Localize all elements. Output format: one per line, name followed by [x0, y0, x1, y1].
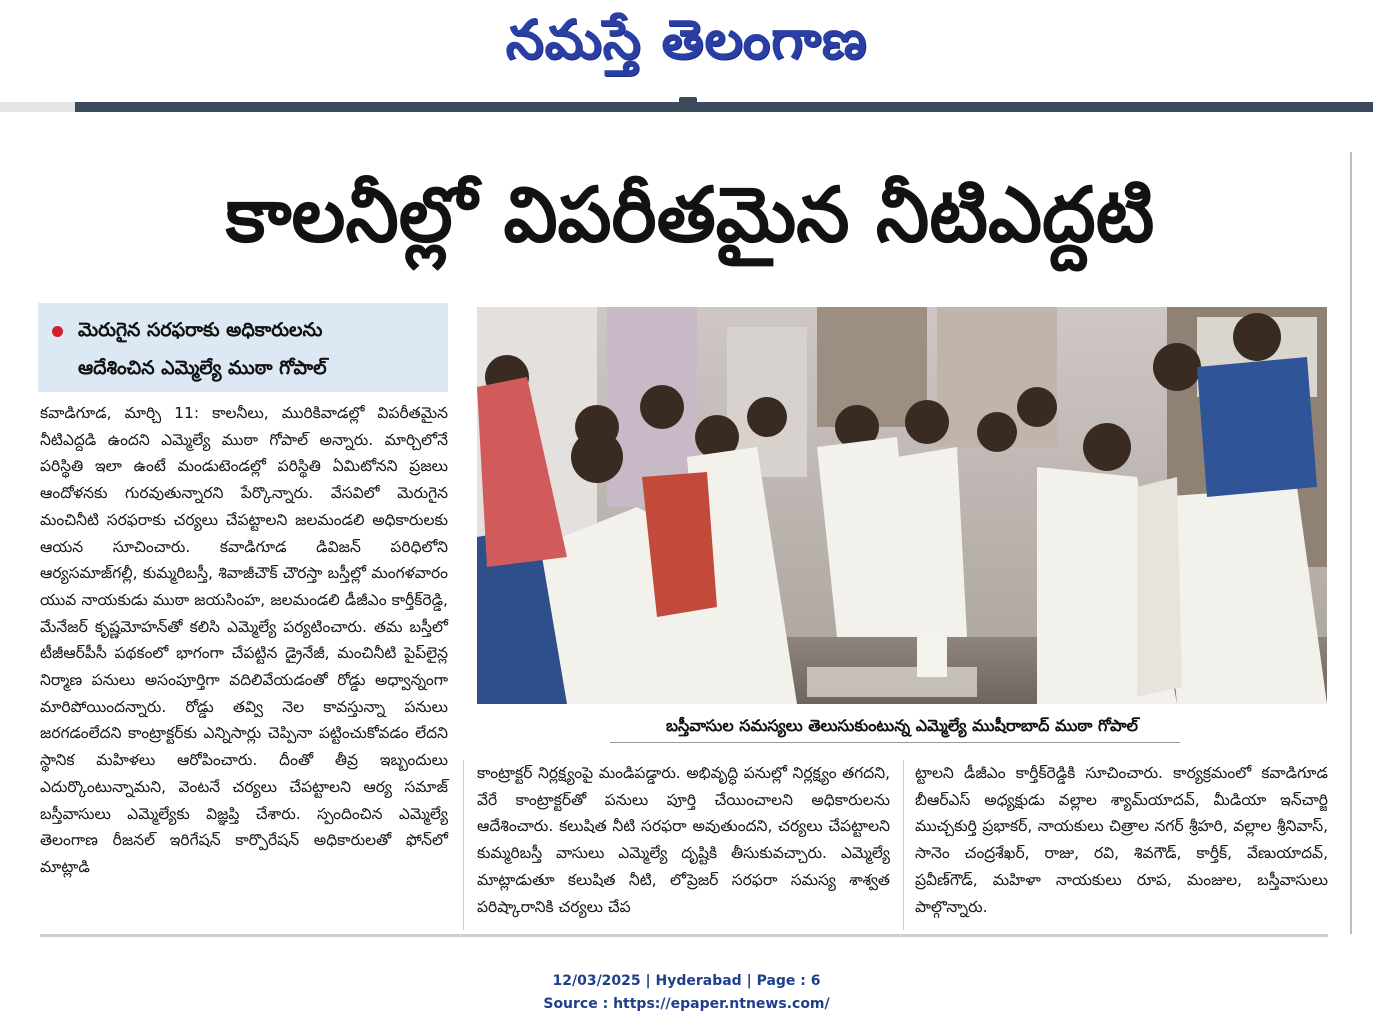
header-rule-dark	[75, 102, 1373, 112]
article-column-3	[915, 760, 1328, 920]
source-link[interactable]: Source : https://epaper.ntnews.com/	[543, 996, 830, 1012]
page-bottom-rule	[40, 934, 1328, 937]
masthead	[0, 0, 1373, 80]
article-text-2: కాంట్రాక్టర్ నిర్లక్ష్యంపై మండిపడ్డారు. అభివృద్ధి పనుల్లో నిర్లక్ష్యం తగదని, వేరే కాంట్రాక్టర్‌తో పనులు పూర్తి చేయించాలని అధికారులను ఆదేశించారు. కలుషిత నీటి సరఫరా అవుతుందని, చర్యలు చేపట్టాలని కుమ్మరిబస్తీ వాసులు ఎమ్మెల్యే దృష్టికి తీసుకువచ్చారు. ఎమ్మెల్యే మాట్లాడుతూ కలుషిత నీటి, లోప్రెజర్ సరఫరా సమస్య శాశ్వత పరిష్కారానికి చర్యలు చేప	[477, 764, 890, 916]
article-column-1	[40, 400, 448, 881]
header-rule-notch	[679, 97, 697, 104]
edition-info: 12/03/2025 | Hyderabad | Page : 6	[552, 973, 821, 989]
caption-underline	[610, 742, 1180, 743]
photo-caption: బస్తీవాసుల సమస్యలు తెలుసుకుంటున్న ఎమ్మెల్యే ముషీరాబాద్ ముఠా గోపాల్	[666, 716, 1138, 735]
subheading-line-1: మెరుగైన సరఫరాకు అధికారులను	[78, 319, 323, 341]
page-edge-rule	[1350, 152, 1352, 934]
subheading-line-2: ఆదేశించిన ఎమ్మెల్యే ముఠా గోపాల్	[78, 357, 327, 379]
column-divider-1	[463, 760, 464, 930]
article-text-3: ట్టాలని డీజీఎం కార్తీక్‌రెడ్డికి సూచించారు. కార్యక్రమంలో కవాడిగూడ బీఆర్‌ఎస్ అధ్యక్షుడు వల్లాల శ్యామ్‌యాదవ్, మీడియా ఇన్‌చార్జి ముచ్చకుర్తి ప్రభాకర్, నాయకులు చిత్రాల నగర్ శ్రీహరి, వల్లాల శ్రీనివాస్, సానెం చంద్రశేఖర్, రాజు, రవి, శివగౌడ్, కార్తీక్, వేణుయాదవ్, ప్రవీణ్‌గౌడ్, మహిళా నాయకులు రూప, మంజుల, బస్తీవాసులు పాల్గొన్నారు.	[915, 764, 1328, 916]
news-photo-image	[477, 307, 1327, 704]
bullet-icon	[52, 326, 63, 337]
newspaper-logo: నమస్తే తెలంగాణ	[505, 7, 868, 71]
news-photo	[477, 307, 1327, 704]
article-text-1: కవాడిగూడ, మార్చి 11: కాలనీలు, మురికివాడల్లో విపరీతమైన నీటిఎద్దడి ఉందని ఎమ్మెల్యే ముఠా గోపాల్ అన్నారు. మార్చిలోనే పరిస్థితి ఇలా ఉంటే మండుటెండల్లో పరిస్థితి ఏమిటోనని ప్రజలు ఆందోళనకు గురవుతున్నారని పేర్కొన్నారు. వేసవిలో మెరుగైన మంచినీటి సరఫరాకు చర్యలు చేపట్టాలని జలమండలి అధికారులకు ఆయన సూచించారు. కవాడిగూడ డివిజన్ పరిధిలోని ఆర్యసమాజ్‌గల్లీ, కుమ్మరిబస్తీ, శివాజీచౌక్ చౌరస్తా బస్తీల్లో మంగళవారం యువ నాయకుడు ముఠా జయసింహ, జలమండలి డీజీఎం కార్తీక్‌రెడ్డి, మేనేజర్ కృష్ణమోహన్‌తో కలిసి ఎమ్మెల్యే పర్యటించారు. తమ బస్తీలో టీజీఆర్‌పీసీ పథకంలో భాగంగా చేపట్టిన డ్రైనేజీ, మంచినీటి పైప్‌లైన్ల నిర్మాణ పనులు అసంపూర్తిగా వదిలివేయడంతో రోడ్డు అధ్వాన్నంగా మారిపోయిందన్నారు. రోడ్డు తవ్వి నెల కావస్తున్నా పనులు జరగడంలేదని కాంట్రాక్టర్‌కు ఎన్నిసార్లు చెప్పినా పట్టించుకోవడం లేదని స్థానిక మహిళలు ఆరోపించారు. దీంతో తీవ్ర ఇబ్బందులు ఎదుర్కొంటున్నామని, వెంటనే చర్యలు చేపట్టాలని ఆర్య సమాజ్ బస్తీవాసులు ఎమ్మెల్యేకు విజ్ఞప్తి చేశారు. స్పందించిన ఎమ్మెల్యే తెలంగాణ రీజనల్ ఇరిగేషన్ కార్పొరేషన్ అధికారులతో ఫోన్‌లో మాట్లాడి	[40, 404, 448, 876]
article-column-2	[477, 760, 890, 920]
column-divider-2	[903, 760, 904, 930]
article-headline: కాలనీల్లో విపరీతమైన నీటిఎద్దటి	[225, 170, 1155, 259]
subheading-box	[38, 303, 448, 392]
